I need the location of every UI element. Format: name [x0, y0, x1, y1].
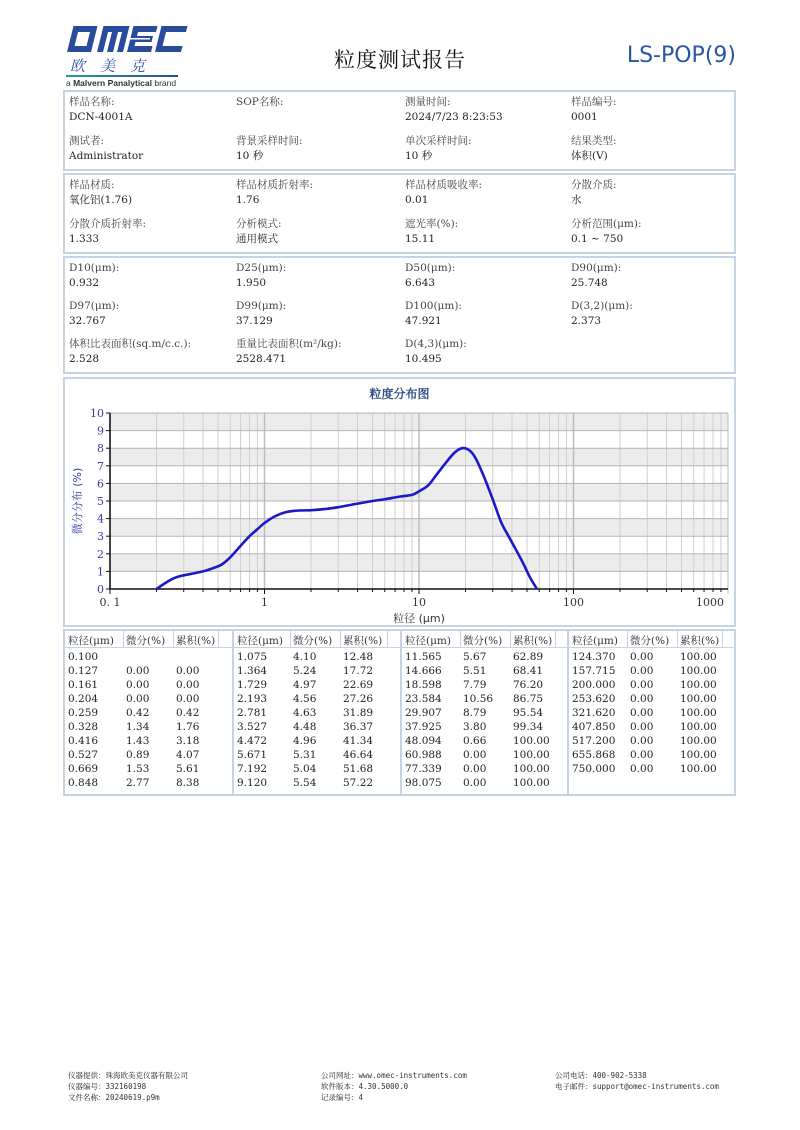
x-tick-label: 0. 1: [99, 596, 121, 609]
differential-cell: 4.96: [293, 735, 317, 747]
column-header: 微分(%): [630, 635, 670, 647]
field-value: 2.373: [571, 315, 602, 327]
column-header: 微分(%): [463, 635, 503, 647]
size-cell: 0.161: [68, 679, 99, 691]
x-tick-label: 1000: [696, 596, 724, 609]
cumulative-cell: 100.00: [680, 679, 717, 691]
column-header: 微分(%): [126, 635, 166, 647]
size-cell: 29.907: [405, 707, 442, 719]
y-tick-label: 1: [97, 565, 104, 579]
size-cell: 0.848: [68, 777, 99, 789]
cumulative-cell: 100.00: [680, 651, 717, 663]
footer-group: [555, 1070, 719, 1092]
field-value: 0.1 ~ 750: [571, 233, 624, 245]
differential-cell: 7.79: [463, 679, 487, 691]
size-cell: 1.075: [237, 651, 268, 663]
table-row: [234, 651, 400, 665]
cumulative-cell: 46.64: [343, 749, 374, 761]
table-row: [234, 665, 400, 679]
table-header: [234, 631, 400, 648]
footer-label: 仪器编号：: [68, 1082, 106, 1091]
table-row: [234, 749, 400, 763]
field-label: 遮光率(%):: [405, 218, 459, 230]
cumulative-cell: 4.07: [176, 749, 200, 761]
field-value: 2024/7/23 8:23:53: [405, 111, 503, 123]
size-cell: 0.127: [68, 665, 99, 677]
differential-cell: 5.31: [293, 749, 317, 761]
field-value: 1.333: [69, 233, 100, 245]
field-value: 0.01: [405, 194, 429, 206]
field-label: D10(μm):: [69, 262, 120, 274]
footer-group: [68, 1070, 188, 1103]
footer-line: [555, 1081, 719, 1092]
size-cell: 3.527: [237, 721, 268, 733]
table-column-group: [567, 631, 734, 794]
table-row: [234, 693, 400, 707]
footer-value[interactable]: www.omec-instruments.com: [358, 1071, 467, 1080]
field-label: 分散介质:: [571, 179, 617, 191]
differential-cell: 0.00: [126, 665, 150, 677]
cumulative-cell: 76.20: [513, 679, 544, 691]
cumulative-cell: 8.38: [176, 777, 200, 789]
column-header: 粒径(μm): [572, 635, 618, 647]
field-value: 6.643: [405, 277, 436, 289]
size-cell: 23.584: [405, 693, 442, 705]
differential-cell: 1.53: [126, 763, 150, 775]
field-value: 体积(V): [571, 150, 608, 162]
cumulative-cell: 100.00: [513, 777, 550, 789]
field-value: 0001: [571, 111, 598, 123]
cumulative-cell: 100.00: [680, 749, 717, 761]
y-tick-label: 6: [97, 477, 104, 491]
field-label: D25(μm):: [236, 262, 287, 274]
table-row: [402, 693, 567, 707]
field-label: D99(μm):: [236, 300, 287, 312]
differential-cell: 10.56: [463, 693, 494, 705]
field-label: D(4,3)(μm):: [405, 338, 467, 350]
size-cell: 48.094: [405, 735, 442, 747]
size-cell: 0.669: [68, 763, 99, 775]
table-row: [234, 707, 400, 721]
field-value: 2528.471: [236, 353, 287, 365]
differential-cell: 4.48: [293, 721, 317, 733]
size-cell: 0.527: [68, 749, 99, 761]
field-label: D90(μm):: [571, 262, 622, 274]
size-cell: 11.565: [405, 651, 442, 663]
size-cell: 5.671: [237, 749, 268, 761]
table-header: [402, 631, 567, 648]
table-row: [569, 721, 734, 735]
field-value: 氧化铝(1.76): [69, 194, 133, 206]
table-row: [65, 651, 232, 665]
size-cell: 0.204: [68, 693, 99, 705]
size-cell: 253.620: [572, 693, 616, 705]
cumulative-cell: 0.00: [176, 679, 200, 691]
cumulative-cell: 100.00: [680, 693, 717, 705]
table-row: [234, 735, 400, 749]
footer-value: 4: [358, 1093, 364, 1102]
footer-label: 电子邮件：: [555, 1082, 593, 1091]
column-header: 粒径(μm): [68, 635, 114, 647]
size-cell: 655.868: [572, 749, 616, 761]
cumulative-cell: 57.22: [343, 777, 374, 789]
cumulative-cell: 99.34: [513, 721, 544, 733]
field-label: 样品材质:: [69, 179, 115, 191]
differential-cell: 0.00: [630, 693, 654, 705]
size-cell: 9.120: [237, 777, 268, 789]
cumulative-cell: 0.42: [176, 707, 200, 719]
differential-cell: 8.79: [463, 707, 487, 719]
table-row: [65, 721, 232, 735]
field-value: 1.76: [236, 194, 260, 206]
cumulative-cell: 100.00: [680, 735, 717, 747]
y-tick-label: 9: [97, 424, 104, 438]
differential-cell: 0.00: [630, 665, 654, 677]
field-label: 样品材质吸收率:: [405, 179, 483, 191]
x-tick-label: 10: [412, 596, 426, 609]
column-header: 累积(%): [513, 635, 553, 647]
field-label: 分析模式:: [236, 218, 282, 230]
size-cell: 4.472: [237, 735, 268, 747]
footer-line: [321, 1070, 467, 1081]
field-label: D100(μm):: [405, 300, 462, 312]
cumulative-cell: 51.68: [343, 763, 374, 775]
table-row: [569, 749, 734, 763]
footer-value: 4.30.5000.0: [358, 1082, 409, 1091]
cumulative-cell: 17.72: [343, 665, 374, 677]
table-row: [65, 665, 232, 679]
footer-label: 公司电话：: [555, 1071, 593, 1080]
footer-value[interactable]: support@omec-instruments.com: [592, 1082, 719, 1091]
size-cell: 0.100: [68, 651, 99, 663]
table-row: [569, 707, 734, 721]
table-row: [65, 707, 232, 721]
size-cell: 200.000: [572, 679, 616, 691]
differential-cell: 1.34: [126, 721, 150, 733]
cumulative-cell: 100.00: [513, 749, 550, 761]
size-cell: 750.000: [572, 763, 616, 775]
differential-cell: 0.66: [463, 735, 487, 747]
size-cell: 77.339: [405, 763, 442, 775]
field-value: 10 秒: [236, 150, 264, 162]
table-row: [569, 679, 734, 693]
field-value: 15.11: [405, 233, 436, 245]
differential-cell: 5.67: [463, 651, 487, 663]
size-cell: 321.620: [572, 707, 616, 719]
field-value: 0.932: [69, 277, 100, 289]
results-panel: [63, 256, 736, 374]
size-cell: 2.781: [237, 707, 268, 719]
size-cell: 0.328: [68, 721, 99, 733]
field-label: SOP名称:: [236, 96, 284, 108]
y-tick-label: 8: [97, 442, 104, 456]
differential-cell: 0.00: [463, 749, 487, 761]
column-header: 粒径(μm): [405, 635, 451, 647]
table-row: [65, 679, 232, 693]
differential-cell: 0.00: [630, 679, 654, 691]
differential-cell: 2.77: [126, 777, 150, 789]
differential-cell: 5.24: [293, 665, 317, 677]
cumulative-cell: 41.34: [343, 735, 374, 747]
differential-cell: 4.56: [293, 693, 317, 705]
y-tick-label: 4: [97, 512, 104, 526]
field-value: 32.767: [69, 315, 106, 327]
footer-value: 332160198: [105, 1082, 147, 1091]
field-label: 分析范围(μm):: [571, 218, 642, 230]
cumulative-cell: 100.00: [680, 721, 717, 733]
distribution-table: [63, 629, 736, 796]
cumulative-cell: 27.26: [343, 693, 374, 705]
field-label: D(3,2)(μm):: [571, 300, 633, 312]
column-header: 累积(%): [680, 635, 720, 647]
chart-title: 粒度分布图: [369, 387, 430, 401]
differential-cell: 0.89: [126, 749, 150, 761]
footer-value: 400-902-5338: [592, 1071, 647, 1080]
table-column-group: [232, 631, 400, 794]
y-tick-label: 5: [97, 495, 104, 508]
table-row: [65, 735, 232, 749]
size-cell: 517.200: [572, 735, 616, 747]
cumulative-cell: 100.00: [680, 763, 717, 775]
size-cell: 1.364: [237, 665, 268, 677]
cumulative-cell: 100.00: [513, 763, 550, 775]
table-row: [234, 763, 400, 777]
differential-cell: 0.00: [630, 749, 654, 761]
table-header: [569, 631, 734, 648]
cumulative-cell: 95.54: [513, 707, 544, 719]
differential-cell: 5.04: [293, 763, 317, 775]
cumulative-cell: 68.41: [513, 665, 544, 677]
logo-underline: [66, 75, 178, 77]
footer-line: [321, 1081, 467, 1092]
cumulative-cell: 22.69: [343, 679, 374, 691]
differential-cell: 0.00: [463, 777, 487, 789]
size-cell: 18.598: [405, 679, 442, 691]
size-cell: 0.259: [68, 707, 99, 719]
footer-label: 软件版本：: [321, 1082, 359, 1091]
table-row: [402, 763, 567, 777]
size-cell: 37.925: [405, 721, 442, 733]
footer-label: 文件名称：: [68, 1093, 106, 1102]
column-header: 累积(%): [343, 635, 383, 647]
footer-value: 珠海欧美克仪器有限公司: [105, 1071, 188, 1080]
field-value: 水: [571, 194, 582, 206]
size-cell: 14.666: [405, 665, 442, 677]
table-header: [65, 631, 232, 648]
table-row: [234, 679, 400, 693]
x-tick-label: 100: [563, 596, 584, 609]
footer-line: [321, 1092, 467, 1103]
column-header: 累积(%): [176, 635, 216, 647]
cumulative-cell: 100.00: [680, 707, 717, 719]
cumulative-cell: 86.75: [513, 693, 544, 705]
field-label: 样品材质折射率:: [236, 179, 314, 191]
footer-line: [555, 1070, 719, 1081]
field-label: D50(μm):: [405, 262, 456, 274]
footer-group: [321, 1070, 467, 1103]
table-row: [569, 693, 734, 707]
table-row: [402, 721, 567, 735]
differential-cell: 4.10: [293, 651, 317, 663]
footer-label: 仪器提供：: [68, 1071, 106, 1080]
field-label: 样品名称:: [69, 96, 115, 108]
differential-cell: 0.00: [630, 707, 654, 719]
brand-tagline: a Malvern Panalytical brand: [66, 78, 177, 88]
column-header: 粒径(μm): [237, 635, 283, 647]
chart-panel: [63, 377, 736, 627]
footer-label: 记录编号：: [321, 1093, 359, 1102]
field-value: 37.129: [236, 315, 273, 327]
table-row: [402, 777, 567, 791]
sample-info-panel: [63, 90, 736, 171]
table-row: [234, 777, 400, 791]
field-label: 测量时间:: [405, 96, 451, 108]
table-column-group: [400, 631, 567, 794]
cumulative-cell: 36.37: [343, 721, 374, 733]
size-cell: 7.192: [237, 763, 268, 775]
field-label: 重量比表面积(m²/kg):: [236, 338, 342, 350]
y-tick-label: 2: [97, 547, 104, 561]
size-cell: 1.729: [237, 679, 268, 691]
table-row: [569, 763, 734, 777]
field-value: DCN-4001A: [69, 111, 133, 123]
report-title: 粒度测试报告: [334, 48, 466, 72]
cumulative-cell: 100.00: [680, 665, 717, 677]
y-tick-label: 7: [97, 459, 104, 473]
table-row: [234, 721, 400, 735]
table-row: [569, 735, 734, 749]
table-row: [402, 749, 567, 763]
field-label: 单次采样时间:: [405, 135, 472, 147]
differential-cell: 0.00: [463, 763, 487, 775]
field-label: 背景采样时间:: [236, 135, 303, 147]
size-cell: 407.850: [572, 721, 616, 733]
field-value: 10 秒: [405, 150, 433, 162]
field-label: 分散介质折射率:: [69, 218, 147, 230]
table-row: [402, 735, 567, 749]
size-cell: 124.370: [572, 651, 616, 663]
y-tick-label: 10: [90, 407, 104, 420]
cumulative-cell: 31.89: [343, 707, 374, 719]
table-row: [569, 665, 734, 679]
logo-chinese-name: 欧美克: [70, 57, 161, 75]
x-tick-label: 1: [261, 596, 268, 609]
field-value: 47.921: [405, 315, 442, 327]
footer-line: [68, 1092, 188, 1103]
field-label: 测试者:: [69, 135, 105, 147]
cumulative-cell: 0.00: [176, 693, 200, 705]
table-row: [65, 763, 232, 777]
field-label: D97(μm):: [69, 300, 120, 312]
size-cell: 60.988: [405, 749, 442, 761]
cumulative-cell: 1.76: [176, 721, 200, 733]
y-axis-label: 微分分布 (%): [71, 467, 84, 535]
table-column-group: [65, 631, 232, 794]
field-value: 25.748: [571, 277, 608, 289]
cumulative-cell: 100.00: [513, 735, 550, 747]
differential-cell: 0.00: [630, 735, 654, 747]
differential-cell: 0.00: [630, 721, 654, 733]
field-label: 体积比表面积(sq.m/c.c.):: [69, 338, 192, 350]
table-row: [402, 665, 567, 679]
size-cell: 0.416: [68, 735, 99, 747]
differential-cell: 4.97: [293, 679, 317, 691]
differential-cell: 1.43: [126, 735, 150, 747]
table-row: [65, 777, 232, 791]
footer-value: 20240619.p9m: [105, 1093, 160, 1102]
material-info-panel: [63, 173, 736, 254]
field-value: 1.950: [236, 277, 267, 289]
differential-cell: 4.63: [293, 707, 317, 719]
y-tick-label: 0: [97, 583, 104, 596]
differential-cell: 0.00: [126, 693, 150, 705]
table-row: [402, 707, 567, 721]
cumulative-cell: 12.48: [343, 651, 374, 663]
x-axis-label: 粒径 (μm): [393, 612, 445, 625]
field-value: 通用模式: [236, 233, 278, 245]
field-value: 10.495: [405, 353, 442, 365]
particle-size-distribution-chart: [65, 379, 734, 625]
table-row: [65, 693, 232, 707]
differential-cell: 5.51: [463, 665, 487, 677]
table-row: [65, 749, 232, 763]
table-row: [402, 651, 567, 665]
footer-line: [68, 1081, 188, 1092]
cumulative-cell: 62.89: [513, 651, 544, 663]
differential-cell: 0.00: [126, 679, 150, 691]
size-cell: 157.715: [572, 665, 616, 677]
column-header: 微分(%): [293, 635, 333, 647]
table-row: [402, 679, 567, 693]
differential-cell: 0.42: [126, 707, 150, 719]
field-label: 结果类型:: [571, 135, 617, 147]
differential-cell: 0.00: [630, 651, 654, 663]
size-cell: 98.075: [405, 777, 442, 789]
differential-cell: 0.00: [630, 763, 654, 775]
cumulative-cell: 0.00: [176, 665, 200, 677]
size-cell: 2.193: [237, 693, 268, 705]
cumulative-cell: 3.18: [176, 735, 200, 747]
field-value: Administrator: [69, 150, 144, 162]
differential-cell: 3.80: [463, 721, 487, 733]
table-row: [569, 651, 734, 665]
field-value: 2.528: [69, 353, 100, 365]
footer-line: [68, 1070, 188, 1081]
y-tick-label: 3: [97, 530, 104, 544]
field-label: 样品编号:: [571, 96, 617, 108]
cumulative-cell: 5.61: [176, 763, 200, 775]
footer-label: 公司网址：: [321, 1071, 359, 1080]
instrument-model: LS-POP(9): [626, 43, 736, 68]
differential-cell: 5.54: [293, 777, 317, 789]
